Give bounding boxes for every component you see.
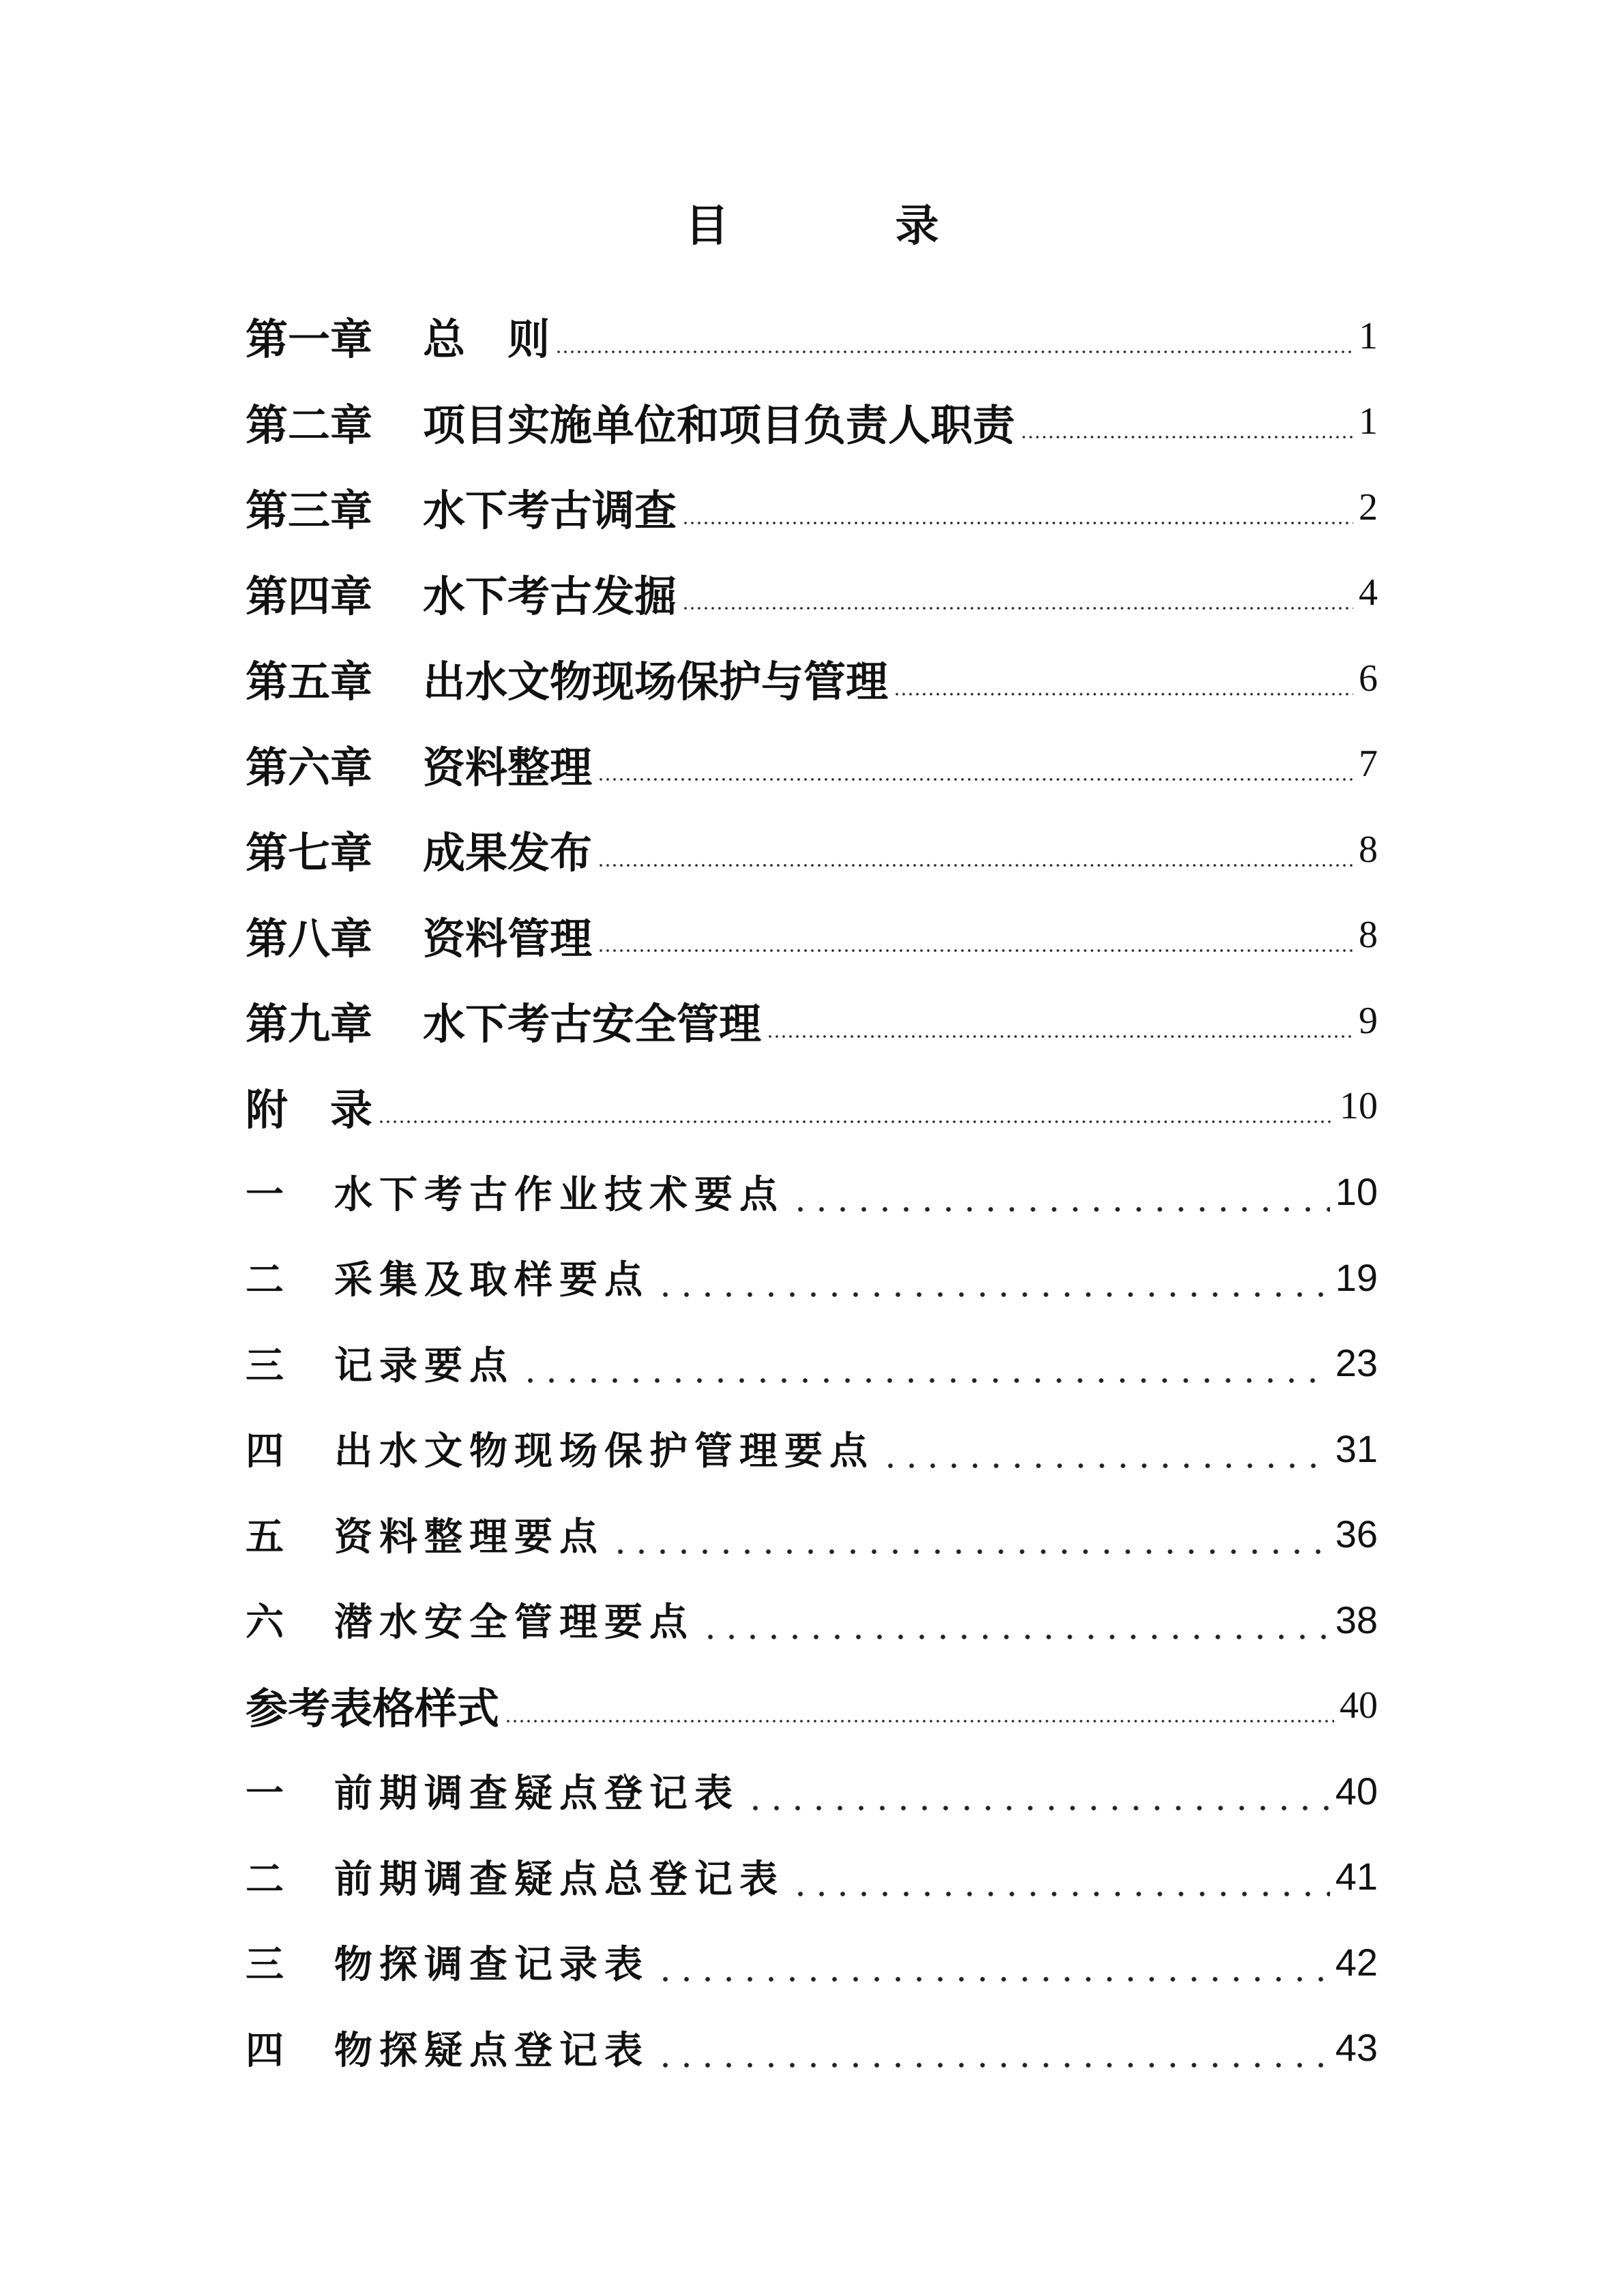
toc-entry-page: 38 — [1335, 1598, 1378, 1641]
toc-entry[interactable] — [246, 1149, 1378, 1235]
toc-entry[interactable] — [246, 636, 1378, 721]
toc-entry[interactable] — [246, 1235, 1378, 1321]
toc-leader-dots — [610, 1549, 1330, 1554]
toc-entry-page: 40 — [1340, 1684, 1378, 1727]
toc-entry-page: 1 — [1359, 314, 1378, 357]
toc-entry-page: 42 — [1335, 1940, 1378, 1984]
toc-entry-page: 19 — [1335, 1255, 1378, 1299]
toc-entry-label: 水下考古调查 — [423, 486, 677, 536]
toc-entry-label: 记录要点 — [334, 1343, 514, 1388]
toc-entry-page: 23 — [1335, 1341, 1378, 1385]
toc-entry-page: 7 — [1359, 743, 1378, 786]
toc-entry-page: 36 — [1335, 1512, 1378, 1556]
toc-leader-dots — [682, 607, 1353, 610]
toc-leader-dots — [790, 1207, 1330, 1212]
toc-entry-number: 第四章 — [246, 571, 373, 621]
toc-entry-page: 10 — [1340, 1085, 1378, 1128]
toc-entry-page: 6 — [1359, 657, 1378, 700]
toc-leader-dots — [505, 1720, 1334, 1723]
toc-leader-dots — [767, 1035, 1353, 1038]
toc-leader-dots — [745, 1806, 1330, 1810]
toc-entry-label: 成果发布 — [423, 828, 593, 878]
toc-leader-dots — [555, 351, 1353, 353]
toc-entry-label: 项目实施单位和项目负责人职责 — [423, 400, 1016, 450]
toc-entry-label: 资料整理 — [423, 742, 593, 792]
toc-entry-label: 资料整理要点 — [334, 1514, 604, 1560]
toc-leader-dots — [378, 1120, 1334, 1123]
toc-entry-number: 四 — [246, 2027, 284, 2073]
toc-entry-number: 二 — [246, 1257, 284, 1303]
toc-entry-label: 物探疑点登记表 — [334, 2027, 649, 2073]
toc-entry-number: 五 — [246, 1514, 284, 1560]
toc-entry[interactable] — [246, 1834, 1378, 1920]
toc-entry-number: 三 — [246, 1942, 284, 1988]
toc-entry-number: 第八章 — [246, 913, 373, 964]
toc-entry-page: 1 — [1359, 400, 1378, 443]
toc-leader-dots — [597, 864, 1353, 867]
toc-entry-number: 第二章 — [246, 400, 373, 450]
toc-leader-dots — [682, 522, 1353, 524]
toc-leader-dots — [790, 1892, 1330, 1896]
toc-entry-page: 2 — [1359, 486, 1378, 528]
toc-entry-number: 一 — [246, 1771, 284, 1817]
toc-entry-page: 9 — [1359, 999, 1378, 1042]
toc-entry-number: 第五章 — [246, 657, 373, 707]
toc-entry[interactable] — [246, 893, 1378, 979]
toc-entry-label: 水下考古安全管理 — [423, 999, 762, 1049]
toc-entry-number: 二 — [246, 1856, 284, 1902]
table-of-contents — [246, 293, 1378, 2091]
toc-entry-label: 水下考古作业技术要点 — [334, 1172, 784, 1217]
toc-leader-dots — [520, 1378, 1330, 1383]
toc-entry-page: 31 — [1335, 1427, 1378, 1470]
toc-entry-number: 第三章 — [246, 486, 373, 536]
toc-entry-label: 总 则 — [423, 314, 550, 365]
toc-leader-dots — [655, 2063, 1330, 2068]
toc-entry[interactable] — [246, 1491, 1378, 1577]
toc-entry-number: 三 — [246, 1343, 284, 1388]
toc-entry-label: 参考表格样式 — [246, 1684, 500, 1734]
toc-entry[interactable] — [246, 807, 1378, 893]
toc-entry-number: 第一章 — [246, 314, 373, 365]
toc-leader-dots — [1020, 436, 1353, 438]
toc-entry[interactable] — [246, 1920, 1378, 2006]
toc-entry-label: 前期调查疑点总登记表 — [334, 1856, 784, 1902]
toc-entry-page: 40 — [1335, 1769, 1378, 1813]
toc-entry[interactable] — [246, 1663, 1378, 1748]
toc-entry-page: 4 — [1359, 571, 1378, 614]
toc-entry[interactable] — [246, 721, 1378, 807]
toc-entry[interactable] — [246, 978, 1378, 1064]
toc-entry-label: 物探调查记录表 — [334, 1942, 649, 1988]
toc-entry[interactable] — [246, 1406, 1378, 1492]
toc-leader-dots — [700, 1635, 1330, 1639]
toc-entry-page: 43 — [1335, 2026, 1378, 2070]
toc-entry-number: 第九章 — [246, 999, 373, 1049]
toc-entry-page: 10 — [1335, 1170, 1378, 1214]
toc-leader-dots — [655, 1292, 1330, 1297]
toc-entry-page: 41 — [1335, 1855, 1378, 1898]
toc-entry-label: 采集及取样要点 — [334, 1257, 649, 1303]
toc-entry-number: 四 — [246, 1429, 284, 1474]
toc-entry[interactable] — [246, 293, 1378, 379]
toc-leader-dots — [597, 778, 1353, 781]
toc-entry-number: 第六章 — [246, 742, 373, 792]
toc-entry-label: 出水文物现场保护与管理 — [423, 657, 889, 707]
toc-entry[interactable] — [246, 2005, 1378, 2091]
toc-entry[interactable] — [246, 1577, 1378, 1663]
toc-entry-label: 前期调查疑点登记表 — [334, 1771, 739, 1817]
toc-entry-label: 水下考古发掘 — [423, 571, 677, 621]
toc-entry-label: 出水文物现场保护管理要点 — [334, 1429, 874, 1474]
toc-entry-label: 潜水安全管理要点 — [334, 1600, 694, 1645]
toc-entry-label: 资料管理 — [423, 913, 593, 964]
toc-entry-number: 第七章 — [246, 828, 373, 878]
toc-leader-dots — [894, 693, 1353, 696]
toc-entry[interactable] — [246, 464, 1378, 550]
toc-leader-dots — [655, 1977, 1330, 1982]
toc-entry[interactable] — [246, 379, 1378, 465]
toc-entry[interactable] — [246, 1320, 1378, 1406]
toc-entry-label: 附 录 — [246, 1084, 373, 1135]
toc-entry-page: 8 — [1359, 828, 1378, 871]
toc-entry[interactable] — [246, 1748, 1378, 1834]
toc-entry[interactable] — [246, 550, 1378, 636]
toc-entry-page: 8 — [1359, 914, 1378, 957]
page-title: 目 录 — [685, 200, 1001, 252]
toc-leader-dots — [880, 1463, 1330, 1468]
toc-entry[interactable] — [246, 1064, 1378, 1150]
toc-entry-number: 六 — [246, 1600, 284, 1645]
toc-leader-dots — [597, 949, 1353, 952]
toc-entry-number: 一 — [246, 1172, 284, 1217]
